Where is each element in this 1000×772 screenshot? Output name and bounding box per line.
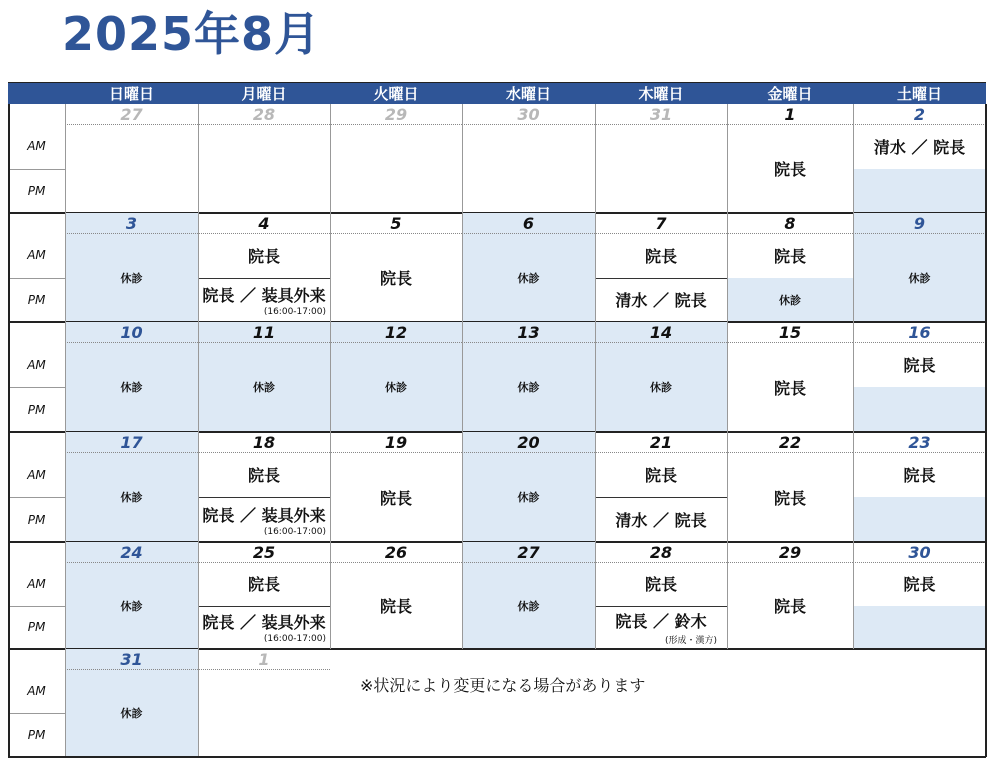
date-cell: 14 (595, 322, 727, 342)
grid-line (595, 104, 596, 649)
pm-label: PM (27, 728, 46, 742)
date-cell: 5 (390, 213, 402, 233)
schedule-slot (595, 233, 727, 278)
date-separator (727, 233, 853, 234)
doctor-text: 清水 ／ 院長 (873, 137, 966, 157)
doctor-text: 院長 (644, 246, 677, 266)
date-separator (727, 562, 853, 563)
grid-line (853, 104, 854, 649)
closed-text: 休診 (650, 381, 672, 394)
schedule-slot (330, 124, 462, 213)
date-separator (65, 669, 198, 670)
date-separator (853, 452, 986, 453)
date-cell: 18 (252, 432, 276, 452)
closed-text: 休診 (908, 271, 931, 285)
pm-label: PM (27, 183, 46, 198)
schedule-slot (462, 562, 595, 649)
closed-text: 休診 (120, 491, 143, 504)
date-separator (462, 124, 595, 125)
doctor-text: 院長 ／ 装具外来 (202, 285, 326, 305)
schedule-slot (853, 342, 986, 387)
schedule-slot (462, 124, 595, 213)
date-cell: 28 (649, 542, 673, 562)
date-cell: 30 (517, 104, 540, 124)
doctor-text: 院長 (379, 269, 412, 288)
pm-label: PM (27, 402, 46, 417)
date-separator (330, 124, 462, 125)
grid-line (8, 497, 65, 498)
date-separator (198, 562, 330, 563)
weekday-header: 日曜日 (65, 82, 198, 104)
schedule-slot (727, 342, 853, 432)
date-separator (595, 562, 727, 563)
schedule-slot (65, 233, 198, 322)
date-separator (198, 669, 330, 670)
schedule-slot (65, 124, 198, 213)
schedule-slot (65, 562, 198, 649)
doctor-text: 清水 ／ 院長 (615, 291, 707, 311)
closed-text: 休診 (517, 599, 540, 613)
schedule-slot (330, 562, 462, 649)
date-separator (65, 233, 198, 234)
date-separator (330, 233, 462, 234)
grid-line (65, 104, 66, 757)
doctor-text: 院長 (903, 575, 936, 595)
schedule-slot (727, 562, 853, 649)
schedule-slot (462, 452, 595, 542)
date-separator (198, 452, 330, 453)
doctor-text: 院長 (773, 488, 806, 508)
date-cell: 4 (258, 213, 270, 233)
schedule-slot (198, 497, 330, 542)
date-cell: 11 (198, 322, 330, 342)
date-cell: 24 (65, 542, 198, 562)
weekday-header: 月曜日 (198, 82, 330, 104)
date-separator (330, 452, 462, 453)
date-cell: 8 (784, 213, 796, 233)
date-cell: 10 (65, 322, 198, 342)
date-cell: 31 (65, 649, 198, 669)
date-cell: 25 (252, 542, 276, 562)
weekday-header: 木曜日 (595, 82, 727, 104)
grid-line (462, 104, 463, 649)
date-cell: 13 (462, 322, 595, 342)
am-label: AM (27, 357, 46, 372)
schedule-slot (595, 497, 727, 542)
date-cell: 27 (462, 542, 595, 562)
grid-line (8, 756, 986, 758)
weekday-header: 水曜日 (462, 82, 595, 104)
date-cell: 17 (65, 432, 198, 452)
date-separator (727, 124, 853, 125)
date-cell: 29 (384, 104, 408, 124)
slot-subtext: (16:00-17:00) (263, 306, 326, 317)
doctor-text: 院長 (247, 466, 280, 485)
date-separator (330, 342, 462, 343)
schedule-slot (853, 387, 986, 432)
am-label: AM (27, 467, 46, 482)
schedule-slot (330, 342, 462, 432)
doctor-text: 院長 (644, 466, 677, 485)
pm-label: PM (27, 620, 46, 635)
doctor-text: 院長 (773, 246, 806, 266)
closed-text: 休診 (517, 381, 540, 394)
doctor-text: 院長 (773, 597, 806, 616)
doctor-text: 院長 (379, 488, 412, 508)
doctor-text: 院長 (903, 356, 936, 375)
schedule-slot (853, 497, 986, 542)
schedule-slot (65, 669, 198, 757)
date-cell: 1 (784, 104, 796, 124)
date-separator (462, 233, 595, 234)
am-label: AM (27, 139, 46, 154)
grid-line (8, 278, 65, 279)
closed-text: 休診 (517, 491, 540, 504)
schedule-slot (595, 342, 727, 432)
schedule-slot (595, 606, 727, 650)
date-separator (595, 124, 727, 125)
grid-line (8, 169, 65, 170)
schedule-slot (198, 606, 330, 650)
schedule-slot (198, 124, 330, 213)
date-cell: 22 (778, 432, 802, 452)
schedule-slot (65, 452, 198, 542)
closed-text: 休診 (120, 271, 143, 285)
grid-line (8, 606, 65, 607)
schedule-slot (853, 562, 986, 606)
grid-line (8, 104, 10, 757)
date-cell: 15 (778, 322, 802, 342)
date-separator (330, 562, 462, 563)
date-separator (853, 233, 986, 234)
date-separator (595, 342, 727, 343)
date-cell: 2 (913, 104, 926, 124)
doctor-text: 院長 (644, 575, 677, 595)
schedule-slot (727, 233, 853, 278)
slot-subtext: (16:00-17:00) (263, 526, 326, 537)
date-cell: 31 (649, 104, 673, 124)
date-cell: 12 (330, 322, 462, 342)
schedule-slot (853, 124, 986, 169)
weekday-header-blank (8, 82, 65, 104)
date-cell: 23 (908, 432, 931, 452)
weekday-header: 金曜日 (727, 82, 853, 104)
schedule-slot (462, 342, 595, 432)
doctor-text: 院長 ／ 装具外来 (202, 505, 326, 525)
date-cell: 3 (65, 213, 198, 233)
schedule-slot (595, 124, 727, 213)
closed-text: 休診 (779, 293, 801, 307)
schedule-slot (198, 233, 330, 278)
am-label: AM (27, 684, 46, 698)
grid-line (8, 387, 65, 388)
schedule-slot (198, 278, 330, 323)
schedule-slot (330, 233, 462, 322)
date-cell: 21 (649, 432, 673, 452)
date-cell: 20 (462, 432, 595, 452)
schedule-slot (330, 452, 462, 542)
grid-line (8, 82, 986, 83)
doctor-text: 院長 (247, 575, 280, 595)
closed-text: 休診 (253, 381, 275, 394)
date-separator (198, 124, 330, 125)
closed-text: 休診 (120, 707, 143, 720)
closed-text: 休診 (120, 599, 143, 613)
date-cell: 26 (384, 542, 408, 562)
date-separator (595, 452, 727, 453)
page-title: 2025年8月 (62, 7, 322, 61)
pm-label: PM (27, 292, 46, 307)
am-label: AM (27, 576, 46, 591)
schedule-slot (853, 233, 986, 322)
doctor-text: 清水 ／ 院長 (615, 511, 707, 530)
date-cell: 28 (252, 104, 276, 124)
schedule-slot (595, 278, 727, 323)
calendar-grid (8, 82, 986, 757)
date-separator (727, 452, 853, 453)
date-cell: 16 (908, 322, 931, 342)
schedule-slot (198, 669, 330, 757)
closed-text: 休診 (120, 381, 143, 394)
schedule-slot (462, 233, 595, 322)
doctor-text: 院長 (247, 246, 280, 266)
schedule-slot (595, 452, 727, 497)
date-separator (65, 124, 198, 125)
schedule-slot (198, 342, 330, 432)
date-cell: 19 (384, 432, 408, 452)
grid-line (727, 104, 728, 649)
date-cell: 9 (853, 213, 986, 233)
schedule-note: ※状況により変更になる場合があります (360, 676, 646, 695)
closed-text: 休診 (385, 381, 407, 394)
date-separator (462, 452, 595, 453)
weekday-header: 火曜日 (330, 82, 462, 104)
date-cell: 27 (120, 104, 143, 124)
pm-label: PM (27, 512, 46, 527)
grid-line (330, 104, 331, 649)
schedule-slot (65, 342, 198, 432)
schedule-slot (595, 562, 727, 606)
date-separator (198, 342, 330, 343)
date-cell: 6 (462, 213, 595, 233)
am-label: AM (27, 248, 46, 263)
date-separator (853, 124, 986, 125)
date-cell: 29 (778, 542, 802, 562)
date-separator (65, 342, 198, 343)
grid-line (8, 713, 65, 714)
date-separator (198, 233, 330, 234)
schedule-slot (198, 452, 330, 497)
doctor-text: 院長 (903, 466, 936, 485)
date-separator (853, 562, 986, 563)
doctor-text: 院長 ／ 装具外来 (202, 613, 326, 633)
date-separator (462, 562, 595, 563)
date-separator (462, 342, 595, 343)
schedule-slot (853, 169, 986, 214)
schedule-slot (727, 452, 853, 542)
date-separator (65, 452, 198, 453)
grid-line (985, 104, 987, 757)
schedule-slot (727, 124, 853, 213)
doctor-text: 院長 (379, 597, 412, 616)
date-cell: 1 (258, 649, 270, 669)
weekday-header: 土曜日 (853, 82, 986, 104)
doctor-text: 院長 (773, 160, 806, 179)
grid-line (198, 104, 199, 757)
schedule-slot (853, 452, 986, 497)
date-separator (595, 233, 727, 234)
date-cell: 7 (655, 213, 667, 233)
slot-subtext: (形成・漢方) (664, 635, 717, 646)
closed-text: 休診 (517, 271, 540, 285)
doctor-text: 院長 ／ 鈴木 (615, 611, 707, 631)
date-separator (65, 562, 198, 563)
date-separator (853, 342, 986, 343)
slot-subtext: (16:00-17:00) (263, 634, 326, 645)
doctor-text: 院長 (773, 378, 806, 398)
date-cell: 30 (908, 542, 931, 562)
schedule-slot (727, 278, 853, 323)
schedule-slot (198, 562, 330, 606)
date-separator (727, 342, 853, 343)
schedule-slot (853, 606, 986, 650)
